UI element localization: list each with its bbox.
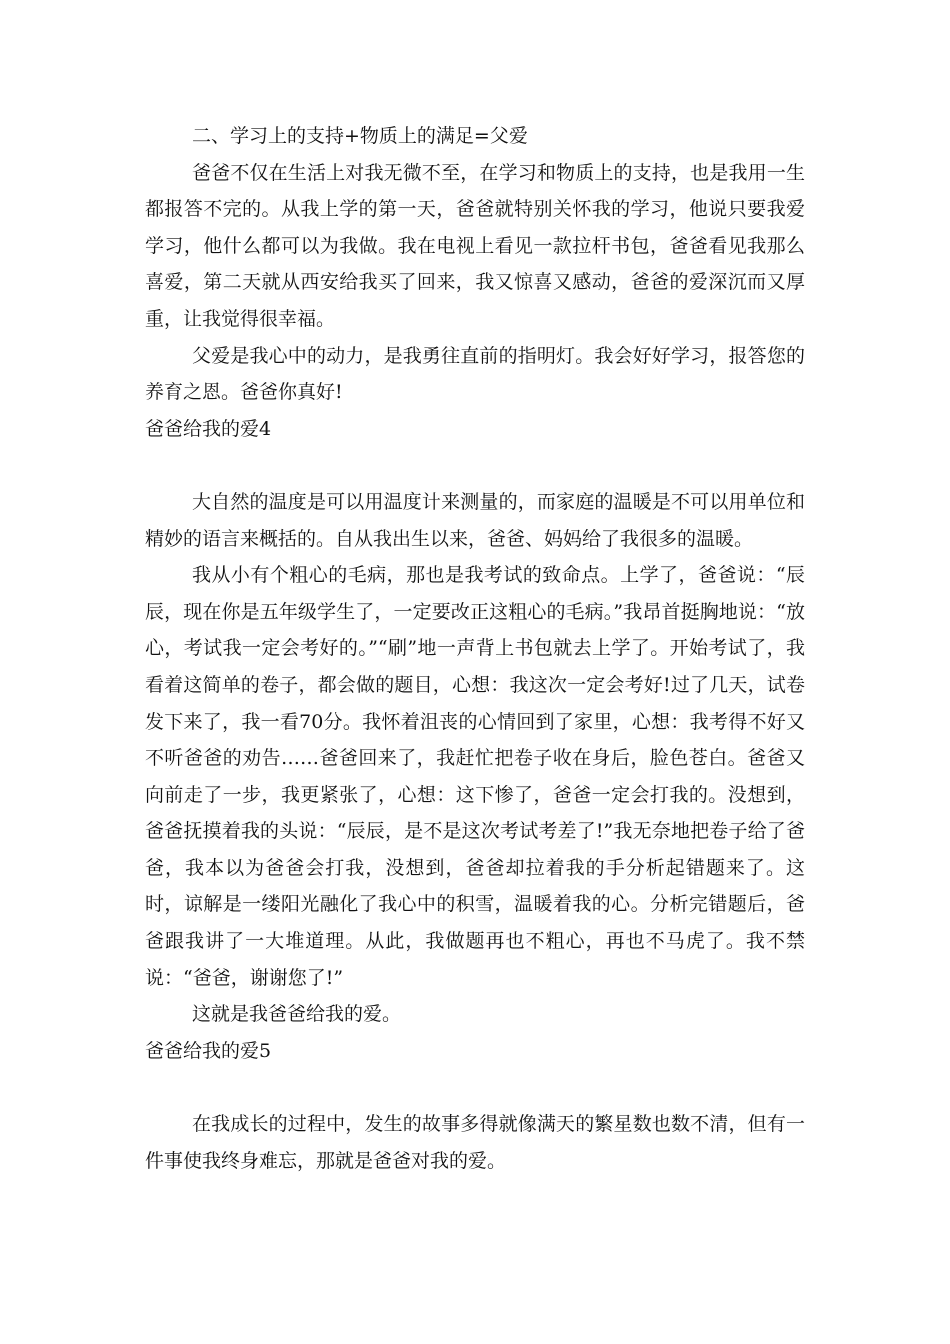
- blank-line: [145, 1069, 805, 1106]
- body-paragraph: 父爱是我心中的动力，是我勇往直前的指明灯。我会好好学习，报答您的养育之恩。爸爸你真好!: [145, 344, 805, 404]
- document-body: [145, 118, 805, 1179]
- section-heading-paragraph: 二、学习上的支持+物质上的满足=父爱: [192, 125, 528, 147]
- body-paragraph: 爸爸不仅在生活上对我无微不至，在学习和物质上的支持，也是我用一生都报答不完的。从我上学的第一天，爸爸就特别关怀我的学习，他说只要我爱学习，他什么都可以为我做。我在电视上看见一款拉杆书包，爸爸看见我那么喜爱，第二天就从西安给我买了回来，我又惊喜又感动，爸爸的爱深沉而又厚重，让我觉得很幸福。: [145, 161, 805, 330]
- essay-title: 爸爸给我的爱5: [145, 1039, 272, 1062]
- body-paragraph: 在我成长的过程中，发生的故事多得就像满天的繁星数也数不清，但有一件事使我终身难忘，那就是爸爸对我的爱。: [145, 1113, 805, 1172]
- essay-title: 爸爸给我的爱4: [145, 417, 272, 440]
- body-paragraph: 我从小有个粗心的毛病，那也是我考试的致命点。上学了，爸爸说：“辰辰，现在你是五年级学生了，一定要改正这粗心的毛病。”我昂首挺胸地说：“放心，考试我一定会考好的。”“刷”地一声背上书包就去上学了。开始考试了，我看着这简单的卷子，都会做的题目，心想：我这次一定会考好!过了几天，试卷发下来了，我一看70分。我怀着沮丧的心情回到了家里，心想：我考得不好又不听爸爸的劝告……爸爸回来了，我赶忙把卷子收在身后，脸色苍白。爸爸又向前走了一步，我更紧张了，心想：这下惨了，爸爸一定会打我的。没想到，爸爸抚摸着我的头说：“辰辰，是不是这次考试考差了!”我无奈地把卷子给了爸爸，我本以为爸爸会打我，没想到，爸爸却拉着我的手分析起错题来了。这时，谅解是一缕阳光融化了我心中的积雪，温暖着我的心。分析完错题后，爸爸跟我讲了一大堆道理。从此，我做题再也不粗心，再也不马虎了。我不禁说：“爸爸，谢谢您了!”: [145, 564, 805, 989]
- body-paragraph: 大自然的温度是可以用温度计来测量的，而家庭的温暖是不可以用单位和精妙的语言来概括的。自从我出生以来，爸爸、妈妈给了我很多的温暖。: [145, 490, 805, 550]
- body-paragraph: 这就是我爸爸给我的爱。: [192, 1003, 402, 1026]
- blank-line: [145, 447, 805, 484]
